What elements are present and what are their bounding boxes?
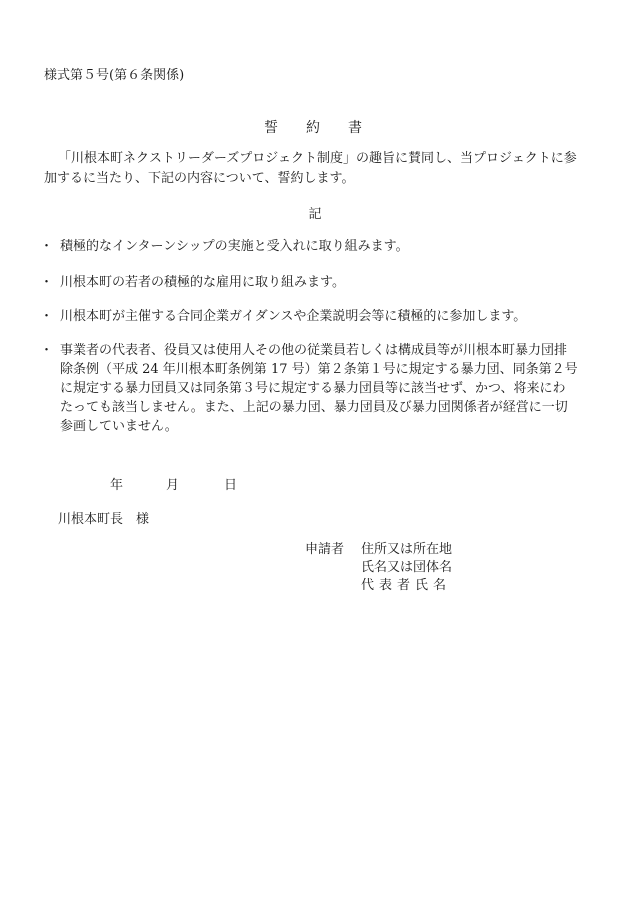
pledge-item-3 [40,307,600,326]
document-title: 誓約書 [264,120,390,136]
intro-paragraph [44,149,592,189]
pledge-item-1 [40,237,600,256]
bullet-mark: ・ [40,239,54,254]
addressee: 川根本町長 様 [58,512,150,527]
name-field-label: 氏名又は団体名 [361,560,453,575]
date-year-label: 年 [110,478,124,493]
form-number-label: 様式第５号(第６条関係) [44,68,185,83]
bullet-mark: ・ [40,343,54,358]
pledge-item-4-line-3: に規定する暴力団員又は同条第３号に規定する暴力団員等に該当せず、かつ、将来にわ [60,381,566,396]
pledge-item-1-line-1: 積極的なインターンシップの実施と受入れに取り組みます。 [60,239,409,254]
intro-line-2: 加するに当たり、下記の内容について、誓約します。 [44,171,355,186]
pledge-item-4 [40,341,600,436]
address-field-label: 住所又は所在地 [361,542,453,557]
pledge-item-2-line-1: 川根本町の若者の積極的な雇用に取り組みます。 [60,275,345,290]
date-day-label: 日 [224,478,238,493]
bullet-mark: ・ [40,275,54,290]
pledge-item-2 [40,273,600,292]
pledge-item-4-line-1: 事業者の代表者、役員又は使用人その他の従業員若しくは構成員等が川根本町暴力団排 [60,343,568,358]
ki-heading: 記 [308,207,322,222]
applicant-label: 申請者 [305,542,345,557]
pledge-item-4-line-5: 参画していません。 [60,419,178,434]
representative-field-label: 代表者氏名 [361,578,452,593]
intro-line-1: 「川根本町ネクストリーダーズプロジェクト制度」の趣旨に賛同し、当プロジェクトに参 [58,151,577,166]
date-month-label: 月 [166,478,180,493]
pledge-item-4-line-4: たっても該当しません。また、上記の暴力団、暴力団員及び暴力団関係者が経営に一切 [60,400,568,415]
date-line [110,474,237,493]
pledge-item-3-line-1: 川根本町が主催する合同企業ガイダンスや企業説明会等に積極的に参加します。 [60,309,527,324]
pledge-item-4-line-2: 除条例（平成 24 年川根本町条例第 17 号）第２条第１号に規定する暴力団、同条第２号 [60,362,578,377]
bullet-mark: ・ [40,309,54,324]
